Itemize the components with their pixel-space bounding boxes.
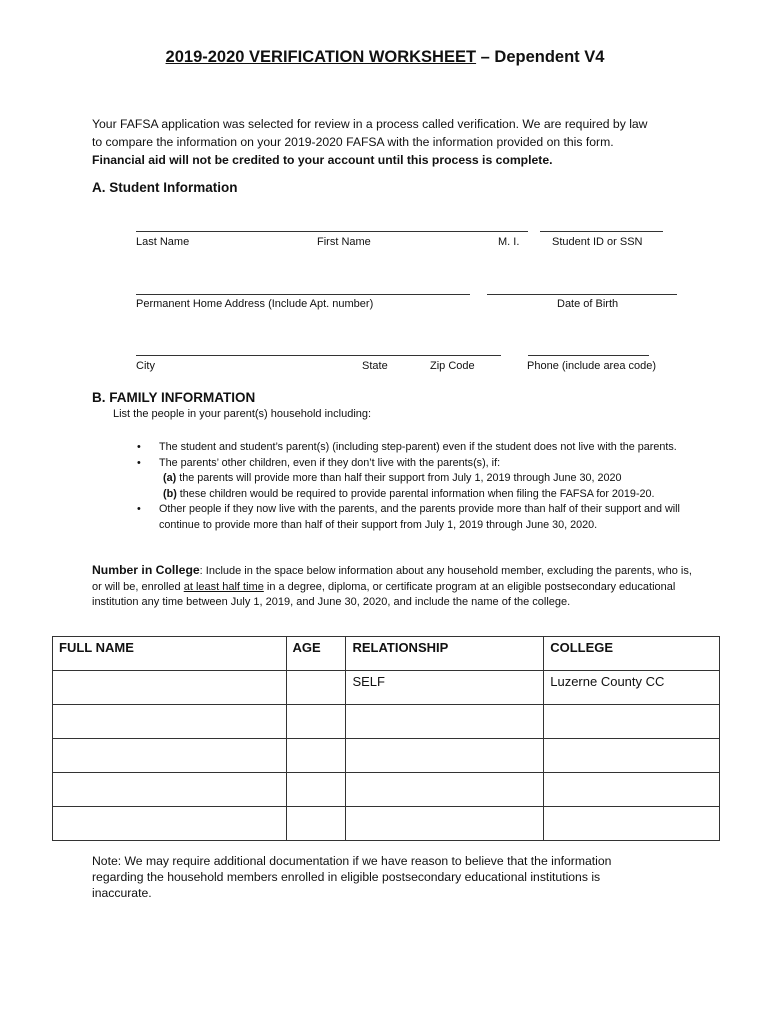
dob-label: Date of Birth (557, 298, 619, 310)
number-in-college-instructions: Number in College: Include in the space below information about any household member, excluding the parents, who is, or will be, enrolled at least half time in a degree, diploma, or certificate program at an eligible postsecondary educational institution any time between July 1, 2019, and June 30, 2020, and include the name of the college. (92, 563, 692, 608)
cell-relationship[interactable]: SELF (346, 671, 544, 705)
cell-age[interactable] (286, 773, 346, 807)
table-row (53, 705, 720, 739)
state-label: State (362, 360, 388, 372)
first-name-label: First Name (317, 236, 371, 248)
cell-age[interactable] (286, 739, 346, 773)
cell-age[interactable] (286, 705, 346, 739)
list-item (137, 502, 697, 533)
intro-paragraph (92, 115, 692, 169)
cell-age[interactable] (286, 671, 346, 705)
student-id-input-line[interactable] (540, 231, 663, 232)
cell-college[interactable] (544, 807, 720, 841)
dob-input-line[interactable] (487, 294, 677, 295)
sub-item-a: (a) the parents will provide more than half their support from July 1, 2019 through June 30, 2020 (163, 472, 622, 485)
section-a-heading: A. Student Information (92, 180, 238, 195)
intro-line-1: Your FAFSA application was selected for review in a process called verification. We are required by law (92, 117, 648, 131)
bullet-icon: • (137, 456, 141, 469)
bullet-icon: • (137, 503, 141, 516)
intro-bold-notice: Financial aid will not be credited to your account until this process is complete. (92, 153, 553, 167)
zip-label: Zip Code (430, 360, 475, 372)
table-row (53, 773, 720, 807)
cell-college[interactable] (544, 773, 720, 807)
cell-full-name[interactable] (53, 807, 287, 841)
cell-age[interactable] (286, 807, 346, 841)
documentation-note: Note: We may require additional documentation if we have reason to believe that the information regarding the household members enrolled in eligible postsecondary educational institutions is inaccurate. (92, 854, 612, 900)
section-b-heading: B. FAMILY INFORMATION (92, 390, 256, 405)
phone-label: Phone (include area code) (527, 360, 657, 372)
cell-college[interactable] (544, 705, 720, 739)
header-full-name: FULL NAME (53, 637, 287, 671)
family-bullet-list (137, 440, 697, 534)
list-item (137, 456, 697, 503)
last-name-label: Last Name (136, 236, 190, 248)
phone-input-line[interactable] (528, 355, 649, 356)
city-label: City (136, 360, 155, 372)
city-state-zip-input-line[interactable] (136, 355, 501, 356)
table-row (53, 671, 720, 705)
table-header-row (53, 637, 720, 671)
cell-full-name[interactable] (53, 773, 287, 807)
address-input-line[interactable] (136, 294, 470, 295)
list-item (137, 440, 697, 456)
cell-college[interactable]: Luzerne County CC (544, 671, 720, 705)
bullet-3-text: Other people if they now live with the parents, and the parents provide more than half of their support and will continue to provide more than half of their support from July 1, 2019 through June 30, 2020. (159, 503, 680, 531)
cell-full-name[interactable] (53, 671, 287, 705)
title-suffix: – Dependent V4 (476, 48, 605, 66)
page-title (0, 48, 770, 67)
mi-label: M. I. (498, 236, 520, 248)
bullet-icon: • (137, 441, 141, 453)
table-row (53, 739, 720, 773)
cell-full-name[interactable] (53, 705, 287, 739)
title-main: 2019-2020 VERIFICATION WORKSHEET (165, 48, 477, 66)
sub-item-b: (b) these children would be required to provide parental information when filing the FAFSA for 2019-20. (163, 487, 655, 500)
address-label: Permanent Home Address (Include Apt. number) (136, 298, 374, 310)
cell-relationship[interactable] (346, 739, 544, 773)
cell-relationship[interactable] (346, 807, 544, 841)
header-relationship: RELATIONSHIP (346, 637, 544, 671)
number-in-college-label: Number in College (92, 563, 200, 577)
header-age: AGE (286, 637, 346, 671)
student-id-label: Student ID or SSN (552, 236, 643, 248)
family-list-intro: List the people in your parent(s) household including: (113, 408, 372, 420)
name-input-line[interactable] (136, 231, 528, 232)
cell-college[interactable] (544, 739, 720, 773)
intro-line-2: to compare the information on your 2019-2020 FAFSA with the information provided on this form. (92, 135, 614, 149)
cell-relationship[interactable] (346, 705, 544, 739)
cell-full-name[interactable] (53, 739, 287, 773)
table-row (53, 807, 720, 841)
household-college-table (52, 636, 720, 841)
header-college: COLLEGE (544, 637, 720, 671)
bullet-1-text: The student and student’s parent(s) (including step-parent) even if the student does not live with the parents. (159, 441, 677, 453)
bullet-2-text: The parents’ other children, even if they don’t live with the parents(s), if: (159, 456, 501, 469)
cell-relationship[interactable] (346, 773, 544, 807)
